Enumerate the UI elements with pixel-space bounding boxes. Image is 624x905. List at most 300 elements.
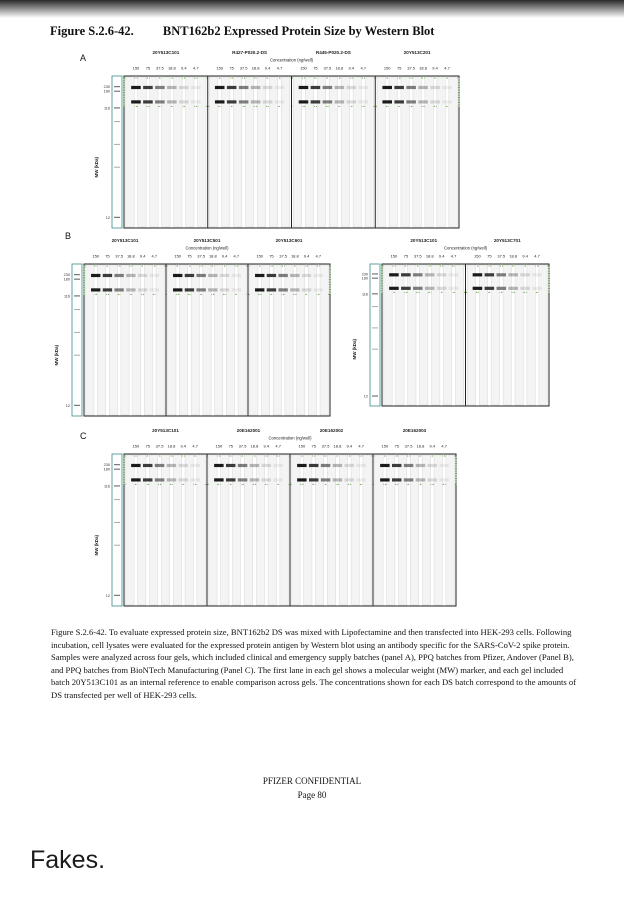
gel-lane	[138, 455, 146, 605]
blot-svg	[90, 48, 461, 230]
protein-band-lower	[302, 288, 311, 291]
gel-lane	[422, 455, 430, 605]
gel-lane	[210, 77, 218, 227]
protein-band-upper	[356, 464, 365, 467]
lane-concentration-label: 37.5	[323, 65, 332, 71]
mw-axis-label: MW (kDa)	[94, 156, 99, 178]
protein-band-lower	[520, 287, 530, 290]
protein-band-lower	[389, 287, 399, 290]
lane-concentration-label: 75	[187, 253, 192, 259]
mw-axis-label: MW (kDa)	[94, 534, 99, 556]
lane-concentration-label: 4.7	[450, 253, 457, 259]
mw-marker-label: 116	[103, 106, 110, 111]
protein-band-upper	[485, 273, 495, 276]
gel-lane	[174, 77, 182, 227]
protein-band-upper	[413, 273, 423, 276]
confidential-notice: PFIZER CONFIDENTIAL	[262, 776, 362, 786]
gel-lane	[226, 265, 234, 415]
protein-band-upper	[382, 86, 392, 89]
protein-band-lower	[449, 287, 459, 290]
protein-band-upper	[335, 86, 345, 89]
lane-concentration-label: 18.8	[126, 253, 135, 259]
lane-concentration-label: 75	[105, 253, 110, 259]
gel-lane	[121, 265, 129, 415]
protein-band-upper	[394, 86, 404, 89]
protein-band-upper	[290, 274, 299, 277]
lane-concentration-label: 4.7	[315, 253, 322, 259]
gel-lane	[410, 455, 418, 605]
gel-lane	[304, 455, 312, 605]
lane-concentration-label: 150	[132, 65, 140, 71]
lane-concentration-label: 9.4	[429, 443, 436, 449]
mw-marker-label: 180	[103, 467, 110, 472]
western-blot-panel-c	[90, 426, 458, 608]
protein-band-lower	[227, 100, 237, 103]
protein-band-upper	[179, 464, 188, 467]
protein-band-upper	[239, 86, 249, 89]
protein-band-lower	[103, 288, 112, 291]
protein-band-lower	[299, 100, 309, 103]
protein-band-lower	[179, 478, 188, 481]
mw-marker-label: 12	[105, 215, 110, 220]
protein-band-lower	[532, 287, 542, 290]
protein-band-upper	[238, 464, 247, 467]
gel-lane	[150, 77, 158, 227]
lane-concentration-label: 150	[298, 443, 306, 449]
marker-lane	[370, 264, 380, 406]
gel-lane	[420, 265, 428, 405]
protein-band-lower	[208, 288, 217, 291]
protein-band-lower	[473, 287, 483, 290]
lane-concentration-label: 150	[390, 253, 398, 259]
protein-band-lower	[314, 288, 323, 291]
gel-lane	[329, 77, 337, 227]
gel-lane	[280, 455, 288, 605]
protein-band-upper	[220, 274, 229, 277]
protein-band-upper	[347, 86, 357, 89]
gel-lane	[527, 265, 535, 405]
figure-caption: Figure S.2.6-42. To evaluate expressed protein size, BNT162b2 DS was mixed with Lipofectamine and then transfected into HEK-293 cells. Following incubation, cell lysates were evaluated for the expressed protein antigen by Western blot using an antibody specific for the SARS-CoV-2 spike protein. Samples were analyzed across four gels, which included clinical and emergency supply batches (panel A), PPQ batches from Pfizer, Andover (Panel B), and PPQ batches from BioNTech Manufacturing (Panel C). The first lane in each gel shows a molecular weight (MW) marker, and each gel included batch 20Y513C101 as an internal reference to enable comparison across gels. The concentrations shown for each DS batch correspond to the amounts of DS transfected per well of HEK-293 cells.	[51, 627, 577, 700]
gel-lane	[86, 265, 94, 415]
gel-lane	[539, 265, 547, 405]
protein-band-lower	[485, 287, 495, 290]
protein-band-upper	[267, 274, 276, 277]
lane-concentration-label: 37.5	[155, 443, 164, 449]
lane-concentration-label: 9.4	[181, 65, 187, 71]
protein-band-upper	[227, 86, 237, 89]
gel-lane	[308, 265, 316, 415]
protein-band-upper	[428, 464, 437, 467]
lane-concentration-label: 18.8	[419, 65, 428, 71]
protein-band-upper	[215, 86, 225, 89]
lane-concentration-label: 9.4	[263, 443, 270, 449]
protein-band-lower	[167, 100, 177, 103]
protein-band-upper	[425, 273, 435, 276]
panel-letter-a: A	[80, 53, 87, 63]
lane-concentration-label: 75	[311, 443, 316, 449]
gel-lane	[515, 265, 523, 405]
lane-concentration-label: 9.4	[139, 253, 146, 259]
protein-band-lower	[323, 100, 333, 103]
mw-marker-label: 180	[63, 277, 70, 282]
lane-concentration-label: 75	[145, 65, 151, 71]
gel-lane	[413, 77, 421, 227]
western-blot-panel-b-gel-1	[50, 236, 333, 418]
lane-concentration-label: 9.4	[348, 65, 355, 71]
protein-band-lower	[392, 478, 401, 481]
lane-concentration-label: 75	[487, 253, 492, 259]
lane-concentration-label: 37.5	[497, 253, 506, 259]
lane-concentration-label: 150	[256, 253, 264, 259]
lane-concentration-label: 9.4	[346, 443, 353, 449]
protein-band-lower	[359, 100, 369, 103]
gel-lane	[363, 455, 371, 605]
protein-band-upper	[520, 273, 530, 276]
lane-concentration-label: 9.4	[522, 253, 528, 259]
gel-lane	[384, 265, 392, 405]
gel-lane	[238, 265, 246, 415]
gel-lane	[191, 265, 199, 415]
protein-band-lower	[226, 478, 235, 481]
gel-lane	[365, 77, 373, 227]
sample-name-label: R445-P020.2-DS	[315, 50, 351, 55]
protein-band-upper	[299, 86, 309, 89]
protein-band-lower	[439, 478, 448, 481]
protein-band-upper	[311, 86, 321, 89]
lane-concentration-label: 150	[174, 253, 182, 259]
gel-lane	[339, 455, 347, 605]
protein-band-lower	[267, 288, 276, 291]
gel-lane	[297, 265, 305, 415]
gel-lane	[149, 455, 157, 605]
protein-band-lower	[250, 478, 259, 481]
marker-lane	[112, 76, 122, 228]
gel-lane	[375, 455, 383, 605]
protein-band-upper	[114, 274, 123, 277]
lane-concentration-label: 4.7	[193, 65, 199, 71]
lane-concentration-label: 150	[300, 65, 307, 71]
gel-lane	[387, 455, 395, 605]
protein-band-lower	[394, 100, 404, 103]
protein-band-lower	[190, 478, 199, 481]
figure-number: Figure S.2.6-42.	[50, 24, 134, 38]
gel-lane	[162, 77, 170, 227]
protein-band-upper	[430, 86, 440, 89]
sample-name-label: 20Y513C501	[193, 238, 221, 243]
gel-lane	[401, 77, 409, 227]
protein-band-lower	[416, 478, 425, 481]
lane-concentration-label: 18.8	[167, 443, 176, 449]
gel-lane	[285, 265, 293, 415]
protein-band-upper	[416, 464, 425, 467]
lane-concentration-label: 75	[269, 253, 274, 259]
protein-band-lower	[239, 100, 249, 103]
protein-band-lower	[155, 478, 164, 481]
mw-marker-label: 12	[363, 394, 368, 399]
gel-lane	[209, 455, 217, 605]
lane-concentration-label: 4.7	[358, 443, 364, 449]
gel-lane	[203, 265, 211, 415]
sample-name-label: 20Y513C101	[111, 238, 139, 243]
gel-lane	[396, 265, 404, 405]
lane-concentration-label: 4.7	[360, 65, 367, 71]
protein-band-lower	[150, 288, 159, 291]
lane-concentration-label: 4.7	[233, 253, 240, 259]
blot-svg	[90, 426, 458, 608]
gel-lane	[449, 77, 457, 227]
protein-band-upper	[314, 274, 323, 277]
gel-lane	[292, 455, 300, 605]
gel-lane	[244, 455, 252, 605]
gel-lane	[353, 77, 361, 227]
gel-lane	[179, 265, 187, 415]
gel-lane	[222, 77, 230, 227]
protein-band-upper	[196, 274, 205, 277]
lane-concentration-label: 9.4	[221, 253, 228, 259]
gel-lane	[389, 77, 397, 227]
protein-band-lower	[335, 100, 345, 103]
protein-band-lower	[333, 478, 342, 481]
protein-band-lower	[321, 478, 330, 481]
protein-band-upper	[321, 464, 330, 467]
gel-lane	[198, 77, 206, 227]
protein-band-upper	[91, 274, 100, 277]
sample-name-label: 20Y513C101	[152, 428, 179, 433]
protein-band-upper	[143, 86, 153, 89]
protein-band-upper	[278, 274, 287, 277]
protein-band-lower	[430, 100, 440, 103]
lane-concentration-label: 75	[313, 65, 318, 71]
sample-name-label: R427-P020.2-DS	[232, 50, 268, 55]
protein-band-upper	[214, 464, 223, 467]
gel-lane	[109, 265, 117, 415]
gel-lane	[257, 77, 265, 227]
gel-lane	[245, 77, 253, 227]
protein-band-lower	[155, 100, 165, 103]
protein-band-upper	[250, 464, 259, 467]
protein-band-lower	[255, 288, 264, 291]
gel-lane	[503, 265, 511, 405]
figure-heading: BNT162b2 Expressed Protein Size by Western Blot	[162, 24, 435, 38]
protein-band-lower	[347, 100, 357, 103]
protein-band-upper	[190, 464, 199, 467]
sample-name-label: 20Y513C201	[403, 50, 431, 55]
lane-concentration-label: 75	[396, 65, 402, 71]
gel-lane	[425, 77, 433, 227]
protein-band-lower	[297, 478, 306, 481]
protein-band-upper	[226, 464, 235, 467]
protein-band-lower	[382, 100, 392, 103]
gel-lane	[232, 455, 240, 605]
concentration-label: Concentration (ng/well)	[268, 435, 312, 441]
blot-svg	[345, 236, 550, 408]
protein-band-lower	[497, 287, 507, 290]
mw-marker-label: 180	[103, 89, 110, 94]
lane-concentration-label: 150	[216, 65, 224, 71]
lane-concentration-label: 4.7	[276, 65, 283, 71]
protein-band-upper	[167, 86, 177, 89]
gel-lane	[168, 265, 176, 415]
gel-lane	[185, 455, 193, 605]
sample-name-label: 20E162001	[236, 428, 261, 433]
mw-marker-label: 12	[65, 403, 70, 408]
blot-svg	[50, 236, 333, 418]
gel-lane	[327, 455, 335, 605]
protein-band-upper	[138, 274, 147, 277]
protein-band-lower	[275, 100, 285, 103]
protein-band-upper	[232, 274, 241, 277]
gel-lane	[221, 455, 229, 605]
protein-band-lower	[404, 478, 413, 481]
protein-band-lower	[143, 478, 152, 481]
gel-lane	[173, 455, 181, 605]
gel-lane	[256, 455, 264, 605]
lane-concentration-label: 4.7	[275, 443, 281, 449]
protein-band-upper	[103, 274, 112, 277]
protein-band-lower	[138, 288, 147, 291]
protein-band-upper	[404, 464, 413, 467]
protein-band-lower	[238, 478, 247, 481]
gel-lane	[250, 265, 258, 415]
protein-band-lower	[508, 287, 518, 290]
gel-lane	[269, 77, 277, 227]
lane-concentration-label: 37.5	[197, 253, 206, 259]
lane-concentration-label: 18.8	[250, 443, 259, 449]
lane-concentration-label: 4.7	[534, 253, 540, 259]
protein-band-lower	[442, 100, 452, 103]
gel-lane	[233, 77, 241, 227]
gel-lane	[281, 77, 289, 227]
protein-band-lower	[131, 100, 141, 103]
western-blot-panel-a	[90, 48, 461, 230]
protein-band-upper	[143, 464, 152, 467]
protein-band-upper	[273, 464, 282, 467]
gel-lane	[144, 265, 152, 415]
lane-concentration-label: 4.7	[441, 443, 447, 449]
protein-band-lower	[311, 100, 321, 103]
lane-concentration-label: 150	[381, 443, 389, 449]
lane-concentration-label: 37.5	[404, 443, 413, 449]
lane-concentration-label: 150	[383, 65, 391, 71]
lane-concentration-label: 37.5	[155, 65, 164, 71]
gel-lane	[138, 77, 146, 227]
lane-concentration-label: 9.4	[264, 65, 271, 71]
lane-concentration-label: 9.4	[303, 253, 310, 259]
protein-band-lower	[196, 288, 205, 291]
protein-band-upper	[418, 86, 428, 89]
mw-marker-label: 230	[361, 272, 368, 277]
gel-lane	[273, 265, 281, 415]
protein-band-lower	[191, 100, 201, 103]
protein-band-upper	[401, 273, 411, 276]
protein-band-lower	[173, 288, 182, 291]
gel-lane	[268, 455, 276, 605]
lane-concentration-label: 18.8	[509, 253, 518, 259]
sample-name-label: 20Y513C101	[410, 238, 438, 243]
gel-lane	[434, 455, 442, 605]
protein-band-lower	[262, 478, 271, 481]
protein-band-upper	[437, 273, 447, 276]
gel-lane	[126, 455, 134, 605]
protein-band-lower	[413, 287, 423, 290]
concentration-label: Concentration (ng/well)	[269, 57, 314, 63]
protein-band-upper	[150, 274, 159, 277]
lane-concentration-label: 150	[92, 253, 100, 259]
lane-concentration-label: 75	[228, 443, 233, 449]
protein-band-upper	[508, 273, 518, 276]
concentration-label: Concentration (ng/well)	[185, 245, 229, 251]
lane-concentration-label: 75	[403, 253, 409, 259]
protein-band-upper	[323, 86, 333, 89]
lane-concentration-label: 75	[394, 443, 399, 449]
mw-marker-label: 230	[103, 463, 110, 468]
watermark-text: Fakes.	[30, 846, 106, 874]
gel-lane	[479, 265, 487, 405]
protein-band-lower	[273, 478, 282, 481]
gel-lane	[320, 265, 328, 415]
lane-concentration-label: 18.8	[416, 443, 425, 449]
protein-band-lower	[232, 288, 241, 291]
protein-band-upper	[473, 273, 483, 276]
gel-lane	[261, 265, 269, 415]
protein-band-upper	[345, 464, 354, 467]
protein-band-lower	[167, 478, 176, 481]
gel-lane	[156, 265, 164, 415]
lane-concentration-label: 75	[229, 65, 234, 71]
protein-band-upper	[126, 274, 135, 277]
gel-lane	[351, 455, 359, 605]
marker-lane	[72, 264, 82, 416]
protein-band-lower	[214, 478, 223, 481]
lane-concentration-label: 9.4	[432, 65, 438, 71]
gel-lane	[317, 77, 325, 227]
gel-lane	[491, 265, 499, 405]
protein-band-lower	[380, 478, 389, 481]
mw-marker-label: 116	[103, 484, 110, 489]
mw-marker-label: 12	[105, 593, 110, 598]
gel-lane	[161, 455, 169, 605]
gel-lane	[467, 265, 475, 405]
protein-band-upper	[131, 464, 140, 467]
gel-lane	[341, 77, 349, 227]
protein-band-lower	[428, 478, 437, 481]
protein-band-lower	[278, 288, 287, 291]
protein-band-lower	[418, 100, 428, 103]
protein-band-lower	[290, 288, 299, 291]
protein-band-lower	[114, 288, 123, 291]
lane-concentration-label: 18.8	[167, 65, 176, 71]
sample-name-label: 20E162002	[319, 428, 344, 433]
protein-band-lower	[425, 287, 435, 290]
gel-lane	[432, 265, 440, 405]
lane-concentration-label: 37.5	[279, 253, 288, 259]
lane-concentration-label: 18.8	[208, 253, 217, 259]
page-number: Page 80	[297, 790, 327, 800]
protein-band-upper	[263, 86, 273, 89]
gel-lane	[398, 455, 406, 605]
gel-lane	[126, 77, 134, 227]
protein-band-lower	[131, 478, 140, 481]
lane-concentration-label: 150	[132, 443, 140, 449]
mw-axis-label: MW (kDa)	[54, 344, 59, 366]
lane-concentration-label: 37.5	[238, 443, 247, 449]
sample-name-label: 20Y513C101	[152, 50, 180, 55]
sample-name-label: 20Y513C701	[493, 238, 521, 243]
mw-marker-label: 230	[63, 273, 70, 278]
protein-band-lower	[251, 100, 261, 103]
gel-lane	[186, 77, 194, 227]
lane-concentration-label: 9.4	[180, 443, 187, 449]
